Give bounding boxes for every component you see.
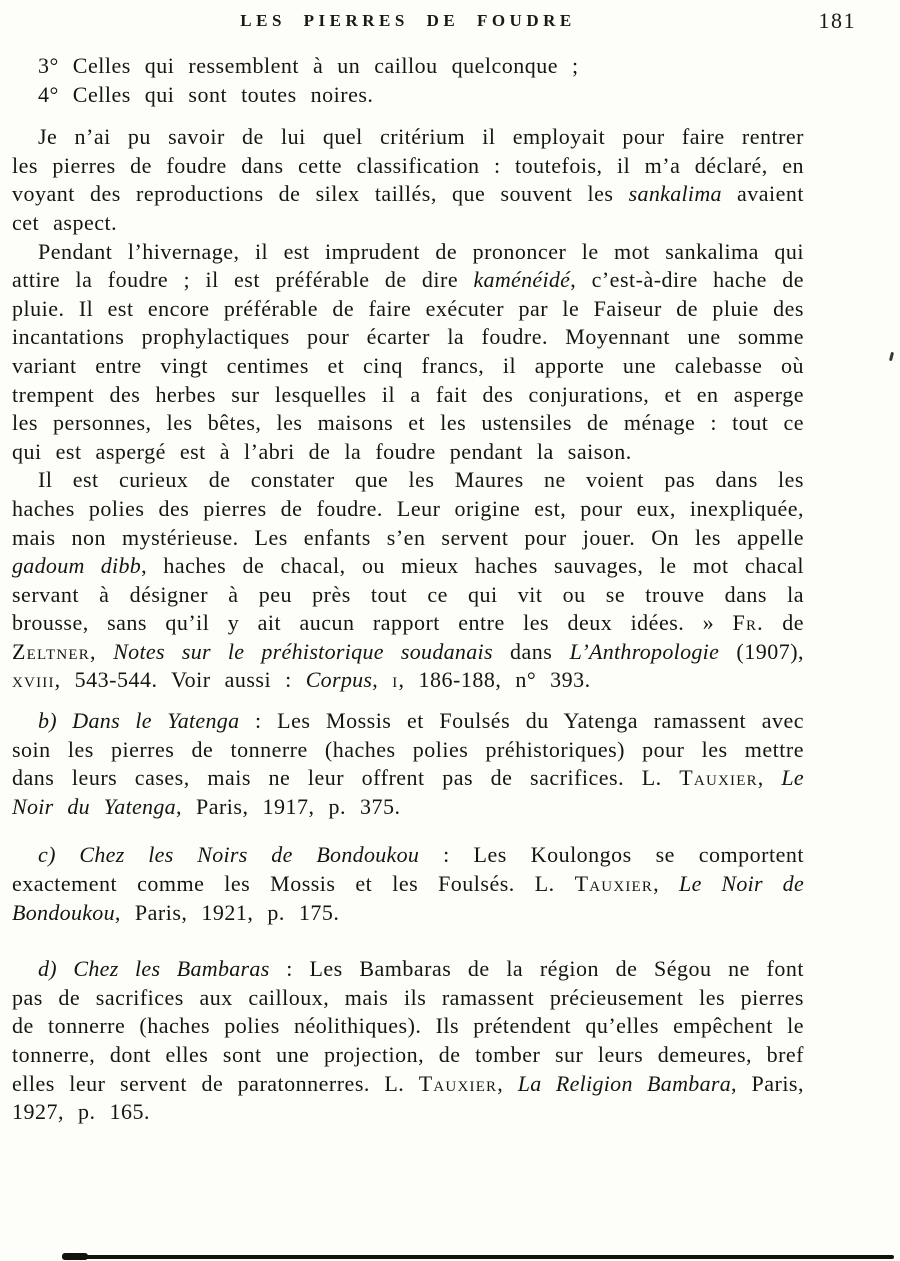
- text-run: Notes sur le préhistorique soudanais: [113, 638, 493, 664]
- text-run: , Paris, 1927, p. 165.: [12, 1070, 804, 1125]
- text-block: [12, 52, 804, 1127]
- text-run: ,: [653, 871, 680, 897]
- text-run: de: [763, 610, 805, 636]
- text-run: Je n’ai pu savoir de lui quel critérium il employait pour faire rentrer les pierres de foudre dans cette classification : toutefois, il m’a déclaré, en voyant des reproductions de silex taillés, que souvent les: [12, 124, 804, 207]
- text-run: Tauxier: [418, 1070, 498, 1096]
- text-run: L’Anthropologie: [569, 638, 720, 664]
- text-run: , Paris, 1917, p. 375.: [175, 793, 401, 819]
- text-run: La Religion Bambara: [517, 1070, 732, 1096]
- text-run: Le Noir du Yatenga: [12, 765, 804, 819]
- page-header: [12, 8, 856, 42]
- paragraph-b-yatenga: [12, 707, 804, 821]
- text-run: : Les Bambaras de la région de Ségou ne font pas de sacrifices aux cailloux, mais ils ramassent précieusement les pierres de tonnerre (haches polies néolithiques). Ils prétendent qu’elles empêchent le tonnerre, dont elles sont une projection, de tomber sur leurs demeures, bref elles leur servent de paratonnerres. L.: [12, 956, 804, 1096]
- text-run: avaient cet aspect.: [12, 181, 804, 235]
- text-run: Tauxier: [574, 871, 654, 897]
- page-number: 181: [818, 8, 856, 33]
- text-run: , haches de chacal, ou mieux haches sauvages, le mot chacal servant à désigner à peu près tout ce qui vit ou se trouve dans la brousse, sans qu’il y ait aucun rapport entre les deux idées. »: [12, 553, 804, 636]
- text-run: c) Chez les Noirs de Bondoukou: [38, 842, 420, 868]
- text-run: , Paris, 1921, p. 175.: [114, 899, 340, 925]
- text-run: Fr.: [732, 610, 764, 636]
- text-run: (1907),: [719, 638, 805, 664]
- text-run: Corpus: [305, 667, 373, 693]
- text-run: Pendant l’hivernage, il est imprudent de prononcer le mot sankalima qui attire la foudre ; il est préférable de dire: [12, 238, 804, 293]
- text-run: , 543-544. Voir aussi :: [54, 667, 306, 693]
- text-run: Zeltner: [12, 638, 90, 664]
- text-run: b) Dans le Yatenga: [38, 708, 240, 734]
- text-run: : Les Mossis et Foulsés du Yatenga ramassent avec soin les pierres de tonnerre (haches polies préhistoriques) pour les mettre dans leurs cases, mais ne leur offrent pas de sacrifices. L.: [12, 708, 804, 791]
- paragraph-c-bondoukou: [12, 841, 804, 927]
- text-run: 3° Celles qui ressemblent à un caillou quelconque ;: [38, 53, 579, 78]
- list-item-3: [12, 52, 804, 81]
- text-run: Il est curieux de constater que les Maures ne voient pas dans les haches polies des pierres de foudre. Leur origine est, pour eux, inexpliquée, mais non mystérieuse. Les enfants s’en servent pour jouer. On les appelle: [12, 467, 804, 550]
- scan-edge-line-artifact: [62, 1255, 894, 1259]
- scan-speck-artifact: [889, 352, 894, 361]
- text-run: , 186-188, n° 393.: [398, 667, 591, 693]
- text-run: Tauxier: [679, 765, 758, 791]
- text-run: ,: [757, 765, 782, 791]
- text-run: kaménéidé: [473, 267, 571, 293]
- paragraph-criterium: [12, 123, 804, 237]
- text-run: : Les Koulongos se comportent exactement comme les Mossis et les Foulsés. L.: [12, 842, 804, 897]
- text-run: gadoum dibb: [12, 553, 142, 579]
- text-run: i: [392, 667, 399, 693]
- text-run: ,: [497, 1070, 518, 1096]
- text-run: ,: [372, 667, 393, 693]
- text-run: 4° Celles qui sont toutes noires.: [38, 81, 374, 107]
- list-item-4: [12, 81, 804, 110]
- paragraph-maures: [12, 466, 804, 695]
- paragraph-hivernage: [12, 238, 804, 467]
- text-run: , c’est-à-dire hache de pluie. Il est encore préférable de faire exécuter par le Faiseur de pluie des incantations prophylactiques pour écarter la foudre. Moyennant une somme variant entre vingt centimes et cinq francs, il apporte une calebasse où trempent des herbes sur lesquelles il a fait des conjurations, et en asperge les personnes, les bêtes, les maisons et les ustensiles de ménage : tout ce qui est aspergé est à l’abri de la foudre pendant la saison.: [12, 267, 804, 464]
- running-header-title: LES PIERRES DE FOUDRE: [240, 11, 576, 30]
- text-run: Le Noir de Bondoukou: [12, 871, 805, 925]
- paragraph-d-bambaras: [12, 955, 804, 1127]
- text-run: dans: [492, 638, 570, 664]
- text-run: d) Chez les Bambaras: [38, 956, 270, 982]
- text-run: xviii: [12, 667, 55, 693]
- text-run: sankalima: [628, 181, 722, 207]
- text-run: ,: [89, 638, 114, 664]
